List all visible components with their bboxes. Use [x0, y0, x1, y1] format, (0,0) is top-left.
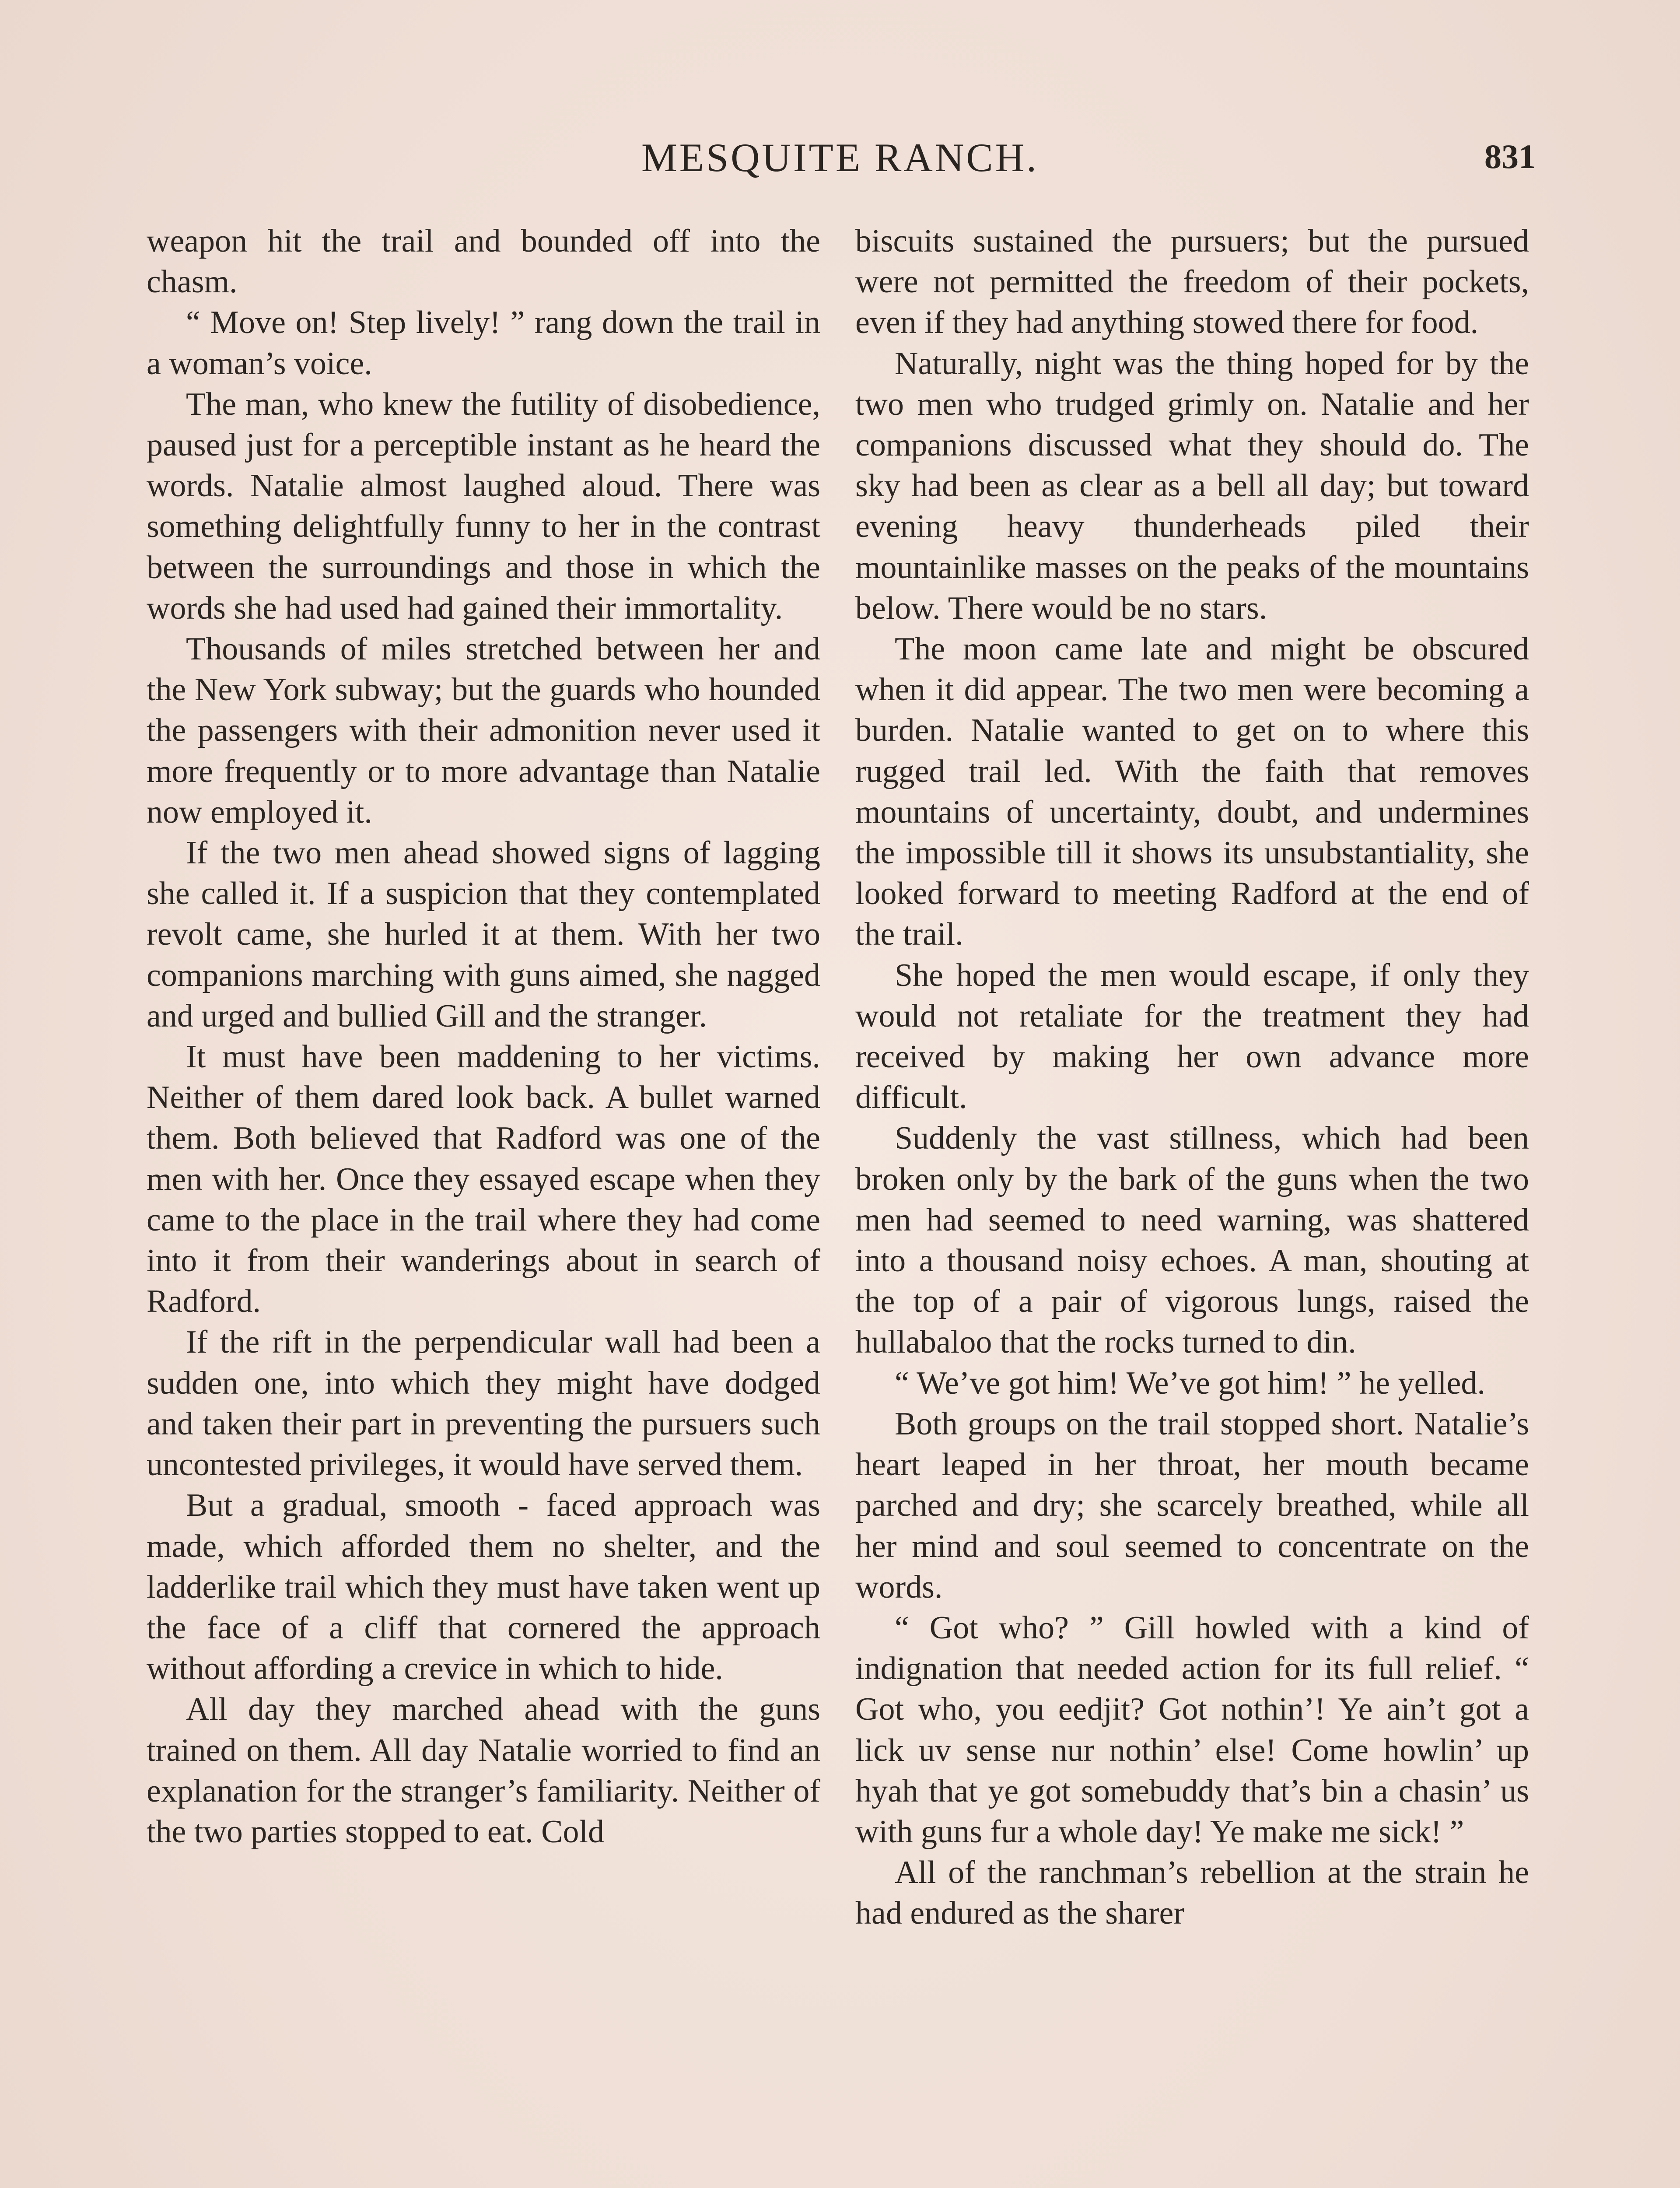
paragraph: Thousands of miles stretched between her and the New York subway; but the guards who hounded the passengers with their admonition never used it more frequently or to more advantage than Natalie now employed it.: [147, 631, 820, 830]
paragraph: But a gradual, smooth - faced approach was made, which afforded them no shelter, and the ladderlike trail which they must have taken went up the face of a cliff that cornered the approach without affording a crevice in which to hide.: [147, 1487, 820, 1687]
paragraph: weapon hit the trail and bounded off into the chasm.: [147, 223, 820, 300]
paragraph: biscuits sustained the pursuers; but the pursued were not permitted the freedom of their pockets, even if they had anything stowed there for food.: [855, 223, 1529, 341]
paragraph: “ We’ve got him! We’ve got him! ” he yelled.: [895, 1365, 1485, 1401]
running-head: [0, 0, 1680, 201]
paragraph: All of the ranchman’s rebellion at the strain he had endured as the sharer: [855, 1855, 1529, 1932]
right-column: [855, 221, 1529, 1934]
paragraph: It must have been maddening to her victims. Neither of them dared look back. A bullet warned them. Both believed that Radford was one of the men with her. Once they essayed escape when they came to the place in the trail where they had come into it from their wanderings about in search of Radford.: [147, 1039, 820, 1320]
paragraph: The man, who knew the futility of disobedience, paused just for a perceptible instant as he heard the words. Natalie almost laughed aloud. There was something delightfully funny to her in the contrast between the surroundings and those in which the words she had used had gained their immortality.: [147, 386, 820, 626]
paragraph: Both groups on the trail stopped short. Natalie’s heart leaped in her throat, her mouth became parched and dry; she scarcely breathed, while all her mind and soul seemed to concentrate on the words.: [855, 1406, 1529, 1605]
running-title: MESQUITE RANCH.: [641, 135, 1039, 180]
paragraph: The moon came late and might be obscured when it did appear. The two men were becoming a burden. Natalie wanted to get on to where this rugged trail led. With the faith that removes mountains of uncertainty, doubt, and undermines the impossible till it shows its unsubstantiality, she looked forward to meeting Radford at the end of the trail.: [855, 631, 1529, 953]
paragraph: Naturally, night was the thing hoped for by the two men who trudged grimly on. Natalie and her companions discussed what they should do. The sky had been as clear as a bell all day; but toward evening heavy thunderheads piled their mountainlike masses on the peaks of the mountains below. There would be no stars.: [855, 345, 1529, 626]
paragraph: If the two men ahead showed signs of lagging she called it. If a suspicion that they contemplated revolt came, she hurled it at them. With her two companions marching with guns aimed, she nagged and urged and bullied Gill and the stranger.: [147, 835, 820, 1034]
paragraph: “ Got who? ” Gill howled with a kind of indignation that needed action for its full relief. “ Got who, you eedjit? Got nothin’! Ye ain’t got a lick uv sense nur nothin’ else! Come howlin’ up hyah that ye got somebuddy that’s bin a chasin’ us with guns fur a whole day! Ye make me sick! ”: [855, 1609, 1529, 1850]
page-number: 831: [1484, 137, 1536, 175]
paragraph: Suddenly the vast stillness, which had been broken only by the bark of the guns when the two men had seemed to need warning, was shattered into a thousand noisy echoes. A man, shouting at the top of a pair of vigorous lungs, raised the hullabaloo that the rocks turned to din.: [855, 1120, 1529, 1360]
left-column: [147, 221, 820, 1852]
paragraph: She hoped the men would escape, if only they would not retaliate for the treatment they had received by making her own advance more difficult.: [855, 957, 1529, 1116]
paragraph: “ Move on! Step lively! ” rang down the trail in a woman’s voice.: [147, 305, 820, 382]
paragraph: If the rift in the perpendicular wall had been a sudden one, into which they might have dodged and taken their part in preventing the pursuers such uncontested privileges, it would have served them.: [147, 1324, 820, 1483]
paragraph: All day they marched ahead with the guns trained on them. All day Natalie worried to find an explanation for the stranger’s familiarity. Neither of the two parties stopped to eat. Cold: [147, 1691, 820, 1850]
